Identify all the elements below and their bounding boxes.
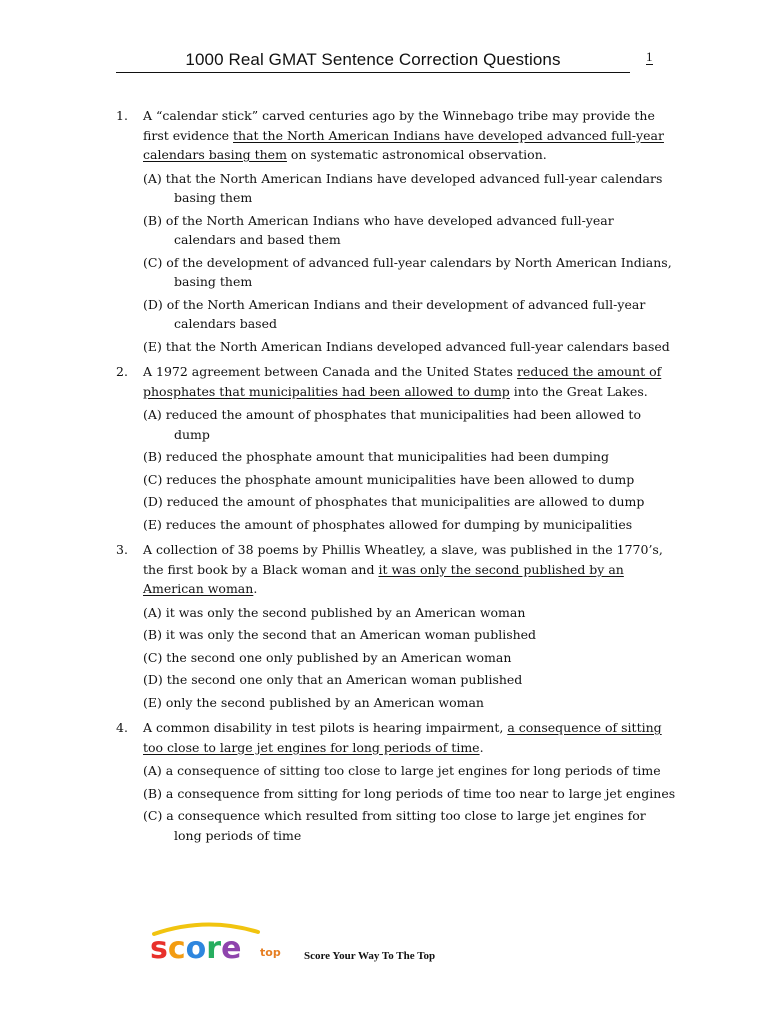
answer-choice[interactable]: (A) a consequence of sitting too close to large jet engines for long periods of time [143, 763, 661, 778]
question-2 [116, 362, 676, 534]
logo-letter: o [185, 931, 207, 966]
answer-choice[interactable]: (C) reduces the phosphate amount municipalities have been allowed to dump [143, 471, 635, 487]
answer-choice[interactable]: (D) the second one only that an American woman published [143, 672, 523, 687]
answer-choice[interactable]: (B) a consequence from sitting for long periods of time too near to large jet engines [143, 785, 676, 801]
answer-choice[interactable]: (B) it was only the second that an American woman published [143, 627, 537, 642]
answer-choice[interactable]: (D) reduced the amount of phosphates that municipalities are allowed to dump [143, 494, 645, 509]
answer-choice[interactable]: (E) that the North American Indians developed advanced full-year calendars based [143, 338, 670, 354]
document-title: 1000 Real GMAT Sentence Correction Questions [185, 50, 561, 69]
question-list [116, 106, 676, 851]
page-header [116, 50, 630, 73]
answer-choice[interactable]: (A) reduced the amount of phosphates that municipalities had been allowed to dump [143, 407, 641, 442]
question-1 [116, 106, 676, 356]
page-number: 1 [646, 49, 653, 64]
question-number: 1. [116, 108, 128, 123]
question-number: 4. [116, 720, 128, 735]
logo-letter: e [221, 931, 242, 966]
answer-choices [143, 405, 676, 534]
footer-tagline: Score Your Way To The Top [304, 950, 436, 962]
answer-choices [143, 169, 676, 357]
underlined-portion: that the North American Indians have developed advanced full-year calendars basing them [143, 127, 664, 162]
logo-letter: r [206, 931, 222, 966]
question-number: 3. [116, 542, 128, 557]
underlined-portion: it was only the second published by an American woman [143, 561, 624, 596]
question-number: 2. [116, 364, 128, 379]
logo-sub: top [260, 946, 281, 959]
page-footer [136, 918, 616, 988]
answer-choice[interactable]: (C) of the development of advanced full-year calendars by North American Indians, basing them [143, 254, 672, 289]
scoretop-logo [136, 918, 296, 978]
logo-letter: s [150, 931, 168, 966]
question-stem: A “calendar stick” carved centuries ago by the Winnebago tribe may provide the first evidence that the North American Indians have developed advanced full-year calendars basing them on systematic astronomical observation. [143, 108, 664, 162]
answer-choice[interactable]: (B) of the North American Indians who have developed advanced full-year calendars and based them [143, 212, 614, 247]
answer-choice[interactable]: (E) only the second published by an American woman [143, 694, 484, 710]
answer-choice[interactable]: (C) a consequence which resulted from sitting too close to large jet engines for long periods of time [143, 808, 646, 843]
answer-choice[interactable]: (A) it was only the second published by an American woman [143, 604, 526, 620]
logo-wordmark [150, 931, 241, 966]
question-stem: A 1972 agreement between Canada and the United States reduced the amount of phosphates that municipalities had been allowed to dump into the Great Lakes. [143, 364, 662, 399]
answer-choice[interactable]: (A) that the North American Indians have developed advanced full-year calendars basing them [143, 170, 663, 205]
answer-choice[interactable]: (D) of the North American Indians and their development of advanced full-year calendars based [143, 296, 646, 331]
logo-letter: c [167, 931, 186, 966]
answer-choice[interactable]: (E) reduces the amount of phosphates allowed for dumping by municipalities [143, 516, 633, 532]
question-stem: A common disability in test pilots is hearing impairment, a consequence of sitting too close to large jet engines for long periods of time. [143, 720, 662, 755]
answer-choices [143, 761, 676, 845]
underlined-portion: reduced the amount of phosphates that municipalities had been allowed to dump [143, 364, 662, 399]
underlined-portion: a consequence of sitting too close to large jet engines for long periods of time [143, 720, 662, 755]
question-stem: A collection of 38 poems by Phillis Wheatley, a slave, was published in the 1770’s, the first book by a Black woman and it was only the second published by an American woman. [143, 542, 663, 596]
answer-choice[interactable]: (B) reduced the phosphate amount that municipalities had been dumping [143, 449, 609, 464]
answer-choice[interactable]: (C) the second one only published by an American woman [143, 649, 512, 665]
answer-choices [143, 603, 676, 713]
question-3 [116, 540, 676, 712]
question-4 [116, 718, 676, 845]
